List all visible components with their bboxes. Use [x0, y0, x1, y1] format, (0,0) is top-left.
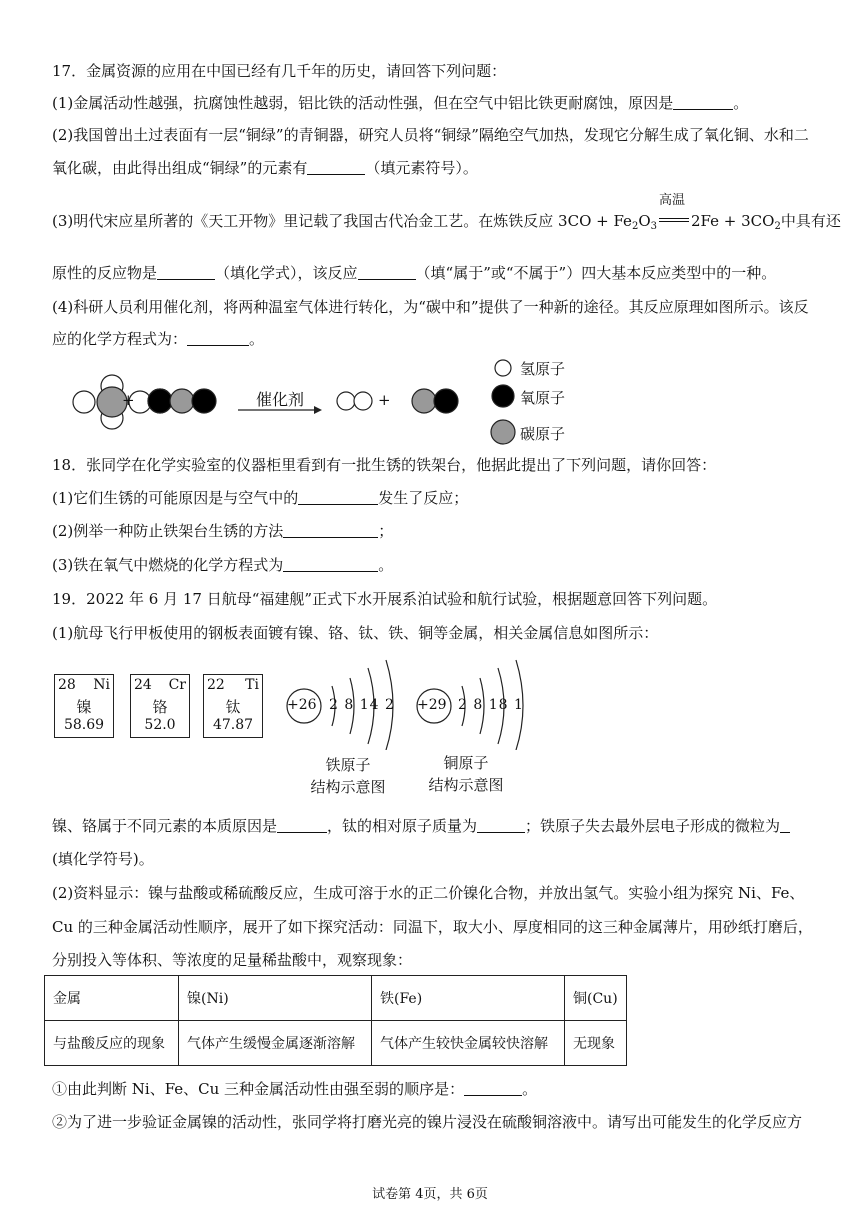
table-cell: 与盐酸反应的现象	[45, 1021, 179, 1066]
q17-part3a-text: (3)明代宋应星所著的《天工开物》里记载了我国古代冶金工艺。在炼铁反应	[52, 212, 554, 230]
element-card-ti	[203, 674, 263, 738]
q17-part1-end: 。	[733, 94, 749, 112]
arrow-head	[314, 406, 322, 414]
answer-blank[interactable]	[358, 265, 416, 280]
fe-caption-line2: 结构示意图	[310, 778, 386, 796]
q18-part3-text: (3)铁在氧气中燃烧的化学方程式为	[52, 556, 284, 574]
q17-part1-text: (1)金属活动性越强，抗腐蚀性越弱，铝比铁的活动性强，但在空气中铝比铁更耐腐蚀，原因是	[52, 94, 674, 112]
element-card-cr	[130, 674, 190, 738]
answer-blank[interactable]	[283, 557, 378, 572]
legend-hydrogen-icon	[495, 360, 511, 376]
fe-caption	[306, 754, 390, 798]
cu-caption-line1: 铜原子	[443, 754, 489, 772]
table-header-cell: 镍(Ni)	[179, 976, 372, 1021]
atomic-mass: 47.87	[212, 717, 254, 733]
table-header-cell: 铜(Cu)	[565, 976, 627, 1021]
fe-caption-line1: 铁原子	[325, 756, 371, 774]
plus-sign: +	[122, 391, 135, 409]
answer-blank[interactable]	[157, 265, 215, 280]
q17-part2b-text: 氧化碳，由此得出组成“铜绿”的元素有	[52, 159, 308, 177]
carbon-atom	[412, 389, 436, 413]
q19-part2c: 分别投入等体积、等浓度的足量稀盐酸中，观察现象：	[52, 951, 413, 969]
q17-part4a: (4)科研人员利用催化剂，将两种温室气体进行转化，为“碳中和”提供了一种新的途径。其反应原理如图所示。该反	[52, 298, 809, 316]
q17-part3b-text2: （填化学式），该反应	[215, 264, 358, 282]
q17-part4b-text: 应的化学方程式为：	[52, 330, 188, 348]
q19-part2a: (2)资料显示：镍与盐酸或稀硫酸反应，生成可溶于水的正二价镍化合物，并放出氢气。实验小组为探究 Ni、Fe、	[52, 884, 805, 902]
answer-blank[interactable]	[298, 490, 378, 505]
eq-equals-sign	[659, 218, 689, 222]
answer-blank[interactable]	[283, 523, 378, 538]
q17-part2b	[52, 157, 478, 179]
q18-part1-end: 发生了反应；	[378, 489, 469, 507]
catalyst-label: 催化剂	[256, 390, 305, 409]
element-name: 钛	[225, 698, 241, 716]
oxygen-atom	[192, 389, 216, 413]
fe-shell-electrons: 2 8 14 2	[329, 697, 395, 713]
legend-carbon: 碳原子	[520, 425, 566, 443]
q17-part4b-end: 。	[249, 330, 265, 348]
legend-carbon-icon	[491, 420, 515, 444]
q17-part2a: (2)我国曾出土过表面有一层“铜绿”的青铜器，研究人员将“铜绿”隔绝空气加热，发现它分解生成了氧化铜、水和二	[52, 126, 809, 144]
element-name: 镍	[76, 698, 92, 716]
element-name: 铬	[152, 698, 168, 716]
eq-o: O	[638, 212, 651, 230]
answer-blank[interactable]	[477, 818, 525, 833]
legend-oxygen-icon	[492, 385, 514, 407]
fe-nucleus: +26	[287, 697, 317, 713]
atomic-mass: 58.69	[63, 717, 105, 733]
oxygen-atom	[148, 389, 172, 413]
q18-part1	[52, 487, 468, 509]
q17-part4b	[52, 328, 264, 350]
q17-part3b-text3: （填“属于”或“不属于”）四大基本反应类型中的一种。	[415, 264, 777, 282]
answer-blank[interactable]	[277, 818, 327, 833]
element-card-ni	[54, 674, 114, 738]
eq-products: 2Fe + 3CO	[691, 212, 775, 230]
q17-part1	[52, 92, 748, 114]
q17-part3a	[52, 193, 841, 238]
eq-reactants: 3CO + Fe	[558, 212, 632, 230]
cu-shell-electrons: 2 8 18 1	[458, 697, 524, 713]
plus-sign: +	[378, 391, 391, 409]
hydrogen-atom	[337, 392, 355, 410]
table-row	[45, 1021, 627, 1066]
q17-part2b-end: （填元素符号）。	[365, 159, 478, 177]
q17-part3a-end: 中具有还	[780, 212, 841, 230]
oxygen-atom	[434, 389, 458, 413]
eq-sub: 2	[631, 221, 639, 232]
element-symbol: Cr	[168, 677, 186, 693]
table-cell: 气体产生较快金属较快溶解	[372, 1021, 565, 1066]
eq-condition: 高温	[659, 193, 686, 208]
q18-part2	[52, 520, 393, 542]
carbon-atom	[170, 389, 194, 413]
q19-c1-end: 。	[522, 1080, 538, 1098]
q18-part2-text: (2)例举一种防止铁架台生锈的方法	[52, 522, 284, 540]
q19-conclusion1	[52, 1078, 537, 1100]
q19-part1q-c: ；铁原子失去最外层电子形成的微粒为	[525, 817, 781, 835]
q17-part3b	[52, 262, 776, 284]
reaction-diagram-molecules	[44, 358, 844, 452]
q19-c1-text: ①由此判断 Ni、Fe、Cu 三种金属活动性由强至弱的顺序是：	[52, 1080, 465, 1098]
element-symbol: Ni	[93, 677, 110, 693]
q18-part1-text: (1)它们生锈的可能原因是与空气中的	[52, 489, 299, 507]
table-cell: 无现象	[565, 1021, 627, 1066]
answer-blank[interactable]	[187, 331, 249, 346]
legend-hydrogen: 氢原子	[520, 360, 566, 378]
q19-part1q-a: 镍、铬属于不同元素的本质原因是	[52, 817, 278, 835]
atomic-number: 28	[58, 677, 76, 693]
table-header-cell: 铁(Fe)	[372, 976, 565, 1021]
q19-part1-note: (填化学符号)。	[52, 850, 154, 868]
q17-part3b-text1: 原性的反应物是	[52, 264, 158, 282]
q19-conclusion2: ②为了进一步验证金属镍的活动性，张同学将打磨光亮的镍片浸没在硫酸铜溶液中。请写出可能发生的化学反应方	[52, 1113, 803, 1131]
answer-blank[interactable]	[307, 160, 365, 175]
q18-part3-end: 。	[378, 556, 394, 574]
atomic-number: 22	[207, 677, 225, 693]
q19-part1q-b: ，钛的相对原子质量为	[327, 817, 478, 835]
atomic-number: 24	[134, 677, 152, 693]
q19-part2b: Cu 的三种金属活动性顺序，展开了如下探究活动：同温下，取大小、厚度相同的这三种金属薄片，用砂纸打磨后，	[52, 918, 813, 936]
answer-blank[interactable]	[464, 1081, 522, 1096]
answer-blank[interactable]	[673, 95, 733, 110]
element-symbol: Ti	[245, 677, 259, 693]
q19-part1-question	[52, 815, 790, 837]
q18-part2-end: ；	[378, 522, 394, 540]
table-header-cell: 金属	[45, 976, 179, 1021]
smelting-equation	[558, 193, 781, 238]
legend-oxygen: 氧原子	[520, 389, 566, 407]
metal-reaction-table	[44, 975, 627, 1066]
cu-caption-line2: 结构示意图	[428, 776, 504, 794]
atomic-mass: 52.0	[144, 717, 176, 733]
eq-sub: 3	[650, 221, 657, 232]
q17-stem: 17．金属资源的应用在中国已经有几千年的历史，请回答下列问题：	[52, 62, 507, 80]
eq-sub: 2	[774, 221, 781, 232]
answer-blank[interactable]	[780, 818, 790, 833]
table-header-row	[45, 976, 627, 1021]
hydrogen-atom	[354, 392, 372, 410]
q19-stem: 19．2022 年 6 月 17 日航母“福建舰”正式下水开展系泊试验和航行试验，根据题意回答下列问题。	[52, 590, 718, 608]
q18-part3	[52, 554, 393, 576]
page-footer: 试卷第 4页，共 6页	[372, 1187, 488, 1202]
q18-stem: 18．张同学在化学实验室的仪器柜里看到有一批生锈的铁架台，他据此提出了下列问题，请你回答：	[52, 456, 717, 474]
cu-caption	[424, 752, 508, 796]
table-cell: 气体产生缓慢金属逐渐溶解	[179, 1021, 372, 1066]
q19-part1: (1)航母飞行甲板使用的钢板表面镀有镍、铬、钛、铁、铜等金属，相关金属信息如图所示：	[52, 624, 659, 642]
cu-nucleus: +29	[417, 697, 447, 713]
